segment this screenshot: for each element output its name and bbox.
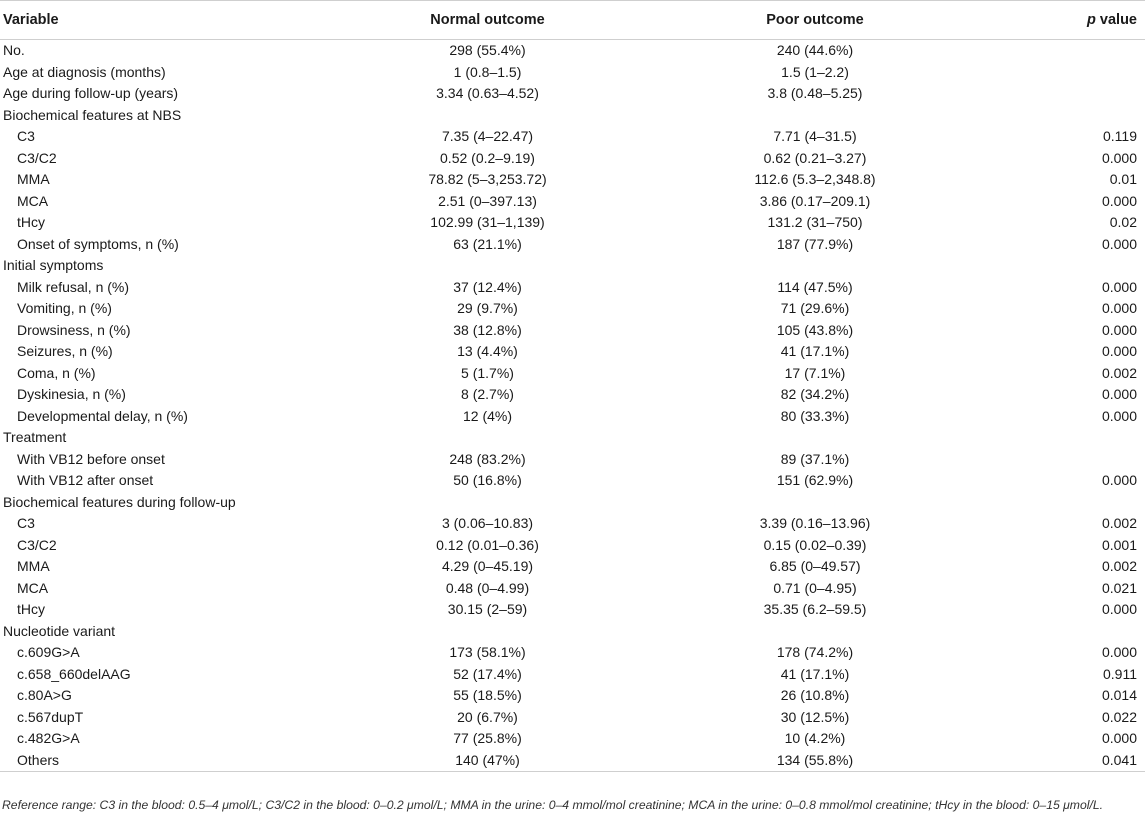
- row-p-value: 0.911: [1103, 665, 1137, 682]
- row-p-value: 0.000: [1101, 644, 1137, 660]
- row-poor-value: 89 (37.1%): [780, 450, 850, 467]
- table-row: [0, 492, 1145, 514]
- row-p-value: 0.000: [1101, 321, 1137, 338]
- table-row: [0, 535, 1145, 557]
- row-normal-value: [330, 255, 615, 277]
- row-poor-value: [615, 255, 965, 277]
- row-normal-value: 3 (0.06–10.83): [441, 515, 534, 531]
- row-variable-label: c.80A>G: [17, 687, 72, 703]
- table-header-row: [0, 1, 1145, 40]
- table-row: [0, 298, 1145, 320]
- row-variable-label: Biochemical features at NBS: [3, 106, 182, 123]
- table-row: [0, 642, 1145, 664]
- table-row: [0, 406, 1145, 428]
- row-p-value: 0.000: [1101, 601, 1137, 617]
- row-p-value: 0.119: [1103, 128, 1137, 144]
- row-normal-value: 4.29 (0–45.19): [441, 558, 534, 574]
- table-footnote: Reference range: C3 in the blood: 0.5–4 μmol/L; C3/C2 in the blood: 0–0.2 μmol/L; MMA in the urine: 0–4 mmol/mol creatinine; MCA in the urine: 0–0.8 mmol/mol creatinine; tHcy in the blood: 0–15 μmol/L.: [2, 798, 1103, 812]
- row-variable-label: C3: [17, 515, 35, 531]
- row-p-value: [965, 427, 1145, 449]
- row-variable-label: Coma, n (%): [17, 364, 96, 381]
- table-row: [0, 449, 1145, 471]
- table-row: [0, 664, 1145, 686]
- row-normal-value: [330, 621, 615, 643]
- row-variable-label: With VB12 before onset: [17, 450, 165, 467]
- row-variable-label: Biochemical features during follow-up: [3, 493, 236, 510]
- row-poor-value: [615, 427, 965, 449]
- row-p-value: 0.02: [1109, 214, 1137, 230]
- table-row: [0, 363, 1145, 385]
- table-row: [0, 169, 1145, 191]
- row-variable-label: Milk refusal, n (%): [17, 278, 130, 295]
- row-variable-label: Drowsiness, n (%): [17, 321, 131, 338]
- table-row: [0, 470, 1145, 492]
- row-variable-label: With VB12 after onset: [17, 472, 154, 488]
- row-variable-label: c.609G>A: [17, 644, 80, 660]
- row-poor-value: 1.5 (1–2.2): [781, 63, 849, 80]
- header-p-rest: value: [1095, 12, 1137, 28]
- row-poor-value: 114 (47.5%): [777, 278, 853, 295]
- header-p-value: [965, 1, 1145, 40]
- row-poor-value: 26 (10.8%): [780, 687, 850, 703]
- row-poor-value: [615, 621, 965, 643]
- row-p-value: [965, 492, 1145, 514]
- row-p-value: 0.021: [1101, 579, 1137, 596]
- table-row: [0, 255, 1145, 277]
- row-normal-value: 30.15 (2–59): [447, 601, 528, 617]
- row-variable-label: MMA: [17, 171, 50, 187]
- row-poor-value: 17 (7.1%): [784, 364, 846, 381]
- row-normal-value: 8 (2.7%): [461, 386, 514, 402]
- row-variable-label: C3/C2: [17, 149, 57, 166]
- row-p-value: 0.000: [1101, 730, 1137, 746]
- row-variable-label: Developmental delay, n (%): [17, 407, 188, 424]
- row-variable-label: Others: [0, 750, 330, 772]
- row-variable-label: Age during follow-up (years): [3, 85, 179, 101]
- row-variable-label: c.658_660delAAG: [17, 665, 131, 682]
- row-variable-label: Initial symptoms: [3, 257, 104, 273]
- row-variable-label: Treatment: [3, 429, 67, 445]
- row-p-value: 0.000: [1101, 149, 1137, 166]
- row-poor-value: 6.85 (0–49.57): [769, 558, 861, 574]
- row-poor-value: 134 (55.8%): [615, 750, 965, 772]
- row-p-value: 0.01: [1109, 171, 1137, 187]
- header-variable: Variable: [0, 1, 330, 40]
- row-normal-value: [330, 105, 615, 127]
- row-p-value: 0.000: [1101, 343, 1137, 359]
- row-normal-value: 20 (6.7%): [457, 708, 518, 725]
- row-p-value: 0.002: [1101, 558, 1137, 574]
- row-variable-label: Dyskinesia, n (%): [17, 386, 126, 402]
- row-variable-label: tHcy: [17, 601, 45, 617]
- row-poor-value: 0.71 (0–4.95): [773, 579, 857, 596]
- row-p-value: [965, 449, 1145, 471]
- row-normal-value: 50 (16.8%): [453, 472, 522, 488]
- row-p-value: [965, 105, 1145, 127]
- row-p-value: 0.000: [1101, 472, 1137, 488]
- table-row: [0, 728, 1145, 750]
- row-normal-value: 1 (0.8–1.5): [453, 63, 522, 80]
- row-poor-value: 41 (17.1%): [780, 343, 850, 359]
- row-normal-value: 2.51 (0–397.13): [438, 192, 537, 209]
- row-p-value: [965, 83, 1145, 105]
- row-normal-value: 140 (47%): [330, 750, 615, 772]
- row-p-value: 0.000: [1101, 386, 1137, 402]
- row-normal-value: 29 (9.7%): [457, 300, 518, 316]
- row-p-value: 0.000: [1101, 300, 1137, 316]
- table-row: [0, 384, 1145, 406]
- row-p-value: 0.022: [1101, 708, 1137, 725]
- row-normal-value: 13 (4.4%): [457, 343, 518, 359]
- table-row: [0, 234, 1145, 256]
- row-poor-value: 131.2 (31–750): [767, 214, 863, 230]
- row-poor-value: 41 (17.1%): [780, 665, 850, 682]
- row-normal-value: [330, 492, 615, 514]
- table-row: [0, 621, 1145, 643]
- table-row: [0, 556, 1145, 578]
- row-variable-label: c.567dupT: [17, 708, 84, 725]
- row-variable-label: tHcy: [17, 214, 45, 230]
- row-poor-value: 3.8 (0.48–5.25): [767, 85, 863, 101]
- row-poor-value: 30 (12.5%): [780, 708, 850, 725]
- header-normal-outcome: Normal outcome: [330, 1, 615, 40]
- row-poor-value: 7.71 (4–31.5): [773, 128, 857, 144]
- row-variable-label: MCA: [17, 579, 49, 596]
- row-poor-value: 187 (77.9%): [776, 235, 854, 252]
- row-p-value: 0.041: [965, 750, 1145, 772]
- row-variable-label: Age at diagnosis (months): [3, 63, 166, 80]
- row-variable-label: Onset of symptoms, n (%): [17, 235, 179, 252]
- row-normal-value: 38 (12.8%): [453, 321, 522, 338]
- row-poor-value: 82 (34.2%): [780, 386, 850, 402]
- row-poor-value: 151 (62.9%): [776, 472, 854, 488]
- row-poor-value: 3.39 (0.16–13.96): [759, 515, 871, 531]
- row-p-value: 0.000: [1101, 278, 1137, 295]
- table-row: [0, 750, 1145, 772]
- row-poor-value: 178 (74.2%): [776, 644, 854, 660]
- row-variable-label: c.482G>A: [17, 730, 80, 746]
- row-poor-value: 3.86 (0.17–209.1): [759, 192, 871, 209]
- table-row: [0, 513, 1145, 535]
- row-p-value: 0.000: [1101, 235, 1137, 252]
- table-row: [0, 40, 1145, 62]
- row-normal-value: 12 (4%): [462, 407, 513, 424]
- row-poor-value: 71 (29.6%): [780, 300, 850, 316]
- row-normal-value: 5 (1.7%): [461, 364, 514, 381]
- row-variable-label: MMA: [17, 558, 50, 574]
- row-variable-label: C3: [17, 128, 35, 144]
- row-normal-value: [330, 427, 615, 449]
- row-poor-value: [615, 492, 965, 514]
- row-normal-value: 52 (17.4%): [453, 665, 522, 682]
- table-row: [0, 427, 1145, 449]
- row-p-value: 0.002: [1101, 515, 1137, 531]
- row-p-value: 0.014: [1101, 687, 1137, 703]
- row-variable-label: Seizures, n (%): [17, 343, 113, 359]
- row-normal-value: 77 (25.8%): [453, 730, 522, 746]
- row-poor-value: 0.15 (0.02–0.39): [763, 536, 867, 553]
- table-row: [0, 212, 1145, 234]
- row-p-value: [965, 62, 1145, 84]
- table-body: [0, 40, 1145, 772]
- table-row: [0, 707, 1145, 729]
- row-p-value: 0.001: [1101, 536, 1137, 553]
- row-variable-label: C3/C2: [17, 536, 57, 553]
- row-normal-value: 0.12 (0.01–0.36): [436, 536, 539, 553]
- row-normal-value: 78.82 (5–3,253.72): [428, 171, 547, 187]
- row-variable-label: No.: [3, 42, 25, 58]
- table-row: [0, 126, 1145, 148]
- row-poor-value: 0.62 (0.21–3.27): [763, 149, 867, 166]
- row-p-value: 0.000: [1101, 407, 1137, 424]
- row-normal-value: 0.52 (0.2–9.19): [440, 149, 535, 166]
- table-row: [0, 599, 1145, 621]
- table-row: [0, 685, 1145, 707]
- row-normal-value: 173 (58.1%): [449, 644, 526, 660]
- table-row: [0, 578, 1145, 600]
- table-row: [0, 341, 1145, 363]
- row-normal-value: 55 (18.5%): [453, 687, 522, 703]
- row-normal-value: 248 (83.2%): [449, 450, 526, 467]
- table-row: [0, 277, 1145, 299]
- row-normal-value: 37 (12.4%): [453, 278, 522, 295]
- header-poor-outcome: Poor outcome: [615, 1, 965, 40]
- row-normal-value: 3.34 (0.63–4.52): [436, 85, 539, 101]
- row-normal-value: 102.99 (31–1,139): [430, 214, 545, 230]
- row-normal-value: 63 (21.1%): [453, 235, 522, 252]
- row-p-value: [965, 621, 1145, 643]
- table-row: [0, 105, 1145, 127]
- row-p-value: 0.000: [1101, 192, 1137, 209]
- table-row: [0, 83, 1145, 105]
- row-p-value: [965, 40, 1145, 62]
- row-variable-label: Vomiting, n (%): [17, 300, 112, 316]
- row-poor-value: [615, 105, 965, 127]
- row-normal-value: 0.48 (0–4.99): [445, 579, 530, 596]
- row-p-value: 0.002: [1101, 364, 1137, 381]
- row-poor-value: 240 (44.6%): [776, 42, 854, 58]
- row-p-value: [965, 255, 1145, 277]
- table-row: [0, 62, 1145, 84]
- row-normal-value: 7.35 (4–22.47): [441, 128, 534, 144]
- row-poor-value: 35.35 (6.2–59.5): [763, 601, 867, 617]
- table-row: [0, 320, 1145, 342]
- table-row: [0, 191, 1145, 213]
- row-normal-value: 298 (55.4%): [449, 42, 526, 58]
- table-row: [0, 148, 1145, 170]
- header-p-italic: p: [1087, 12, 1096, 28]
- row-poor-value: 80 (33.3%): [780, 407, 850, 424]
- row-poor-value: 105 (43.8%): [776, 321, 854, 338]
- row-poor-value: 112.6 (5.3–2,348.8): [754, 171, 876, 187]
- row-variable-label: Nucleotide variant: [3, 622, 116, 639]
- row-poor-value: 10 (4.2%): [784, 730, 846, 746]
- row-variable-label: MCA: [17, 192, 49, 209]
